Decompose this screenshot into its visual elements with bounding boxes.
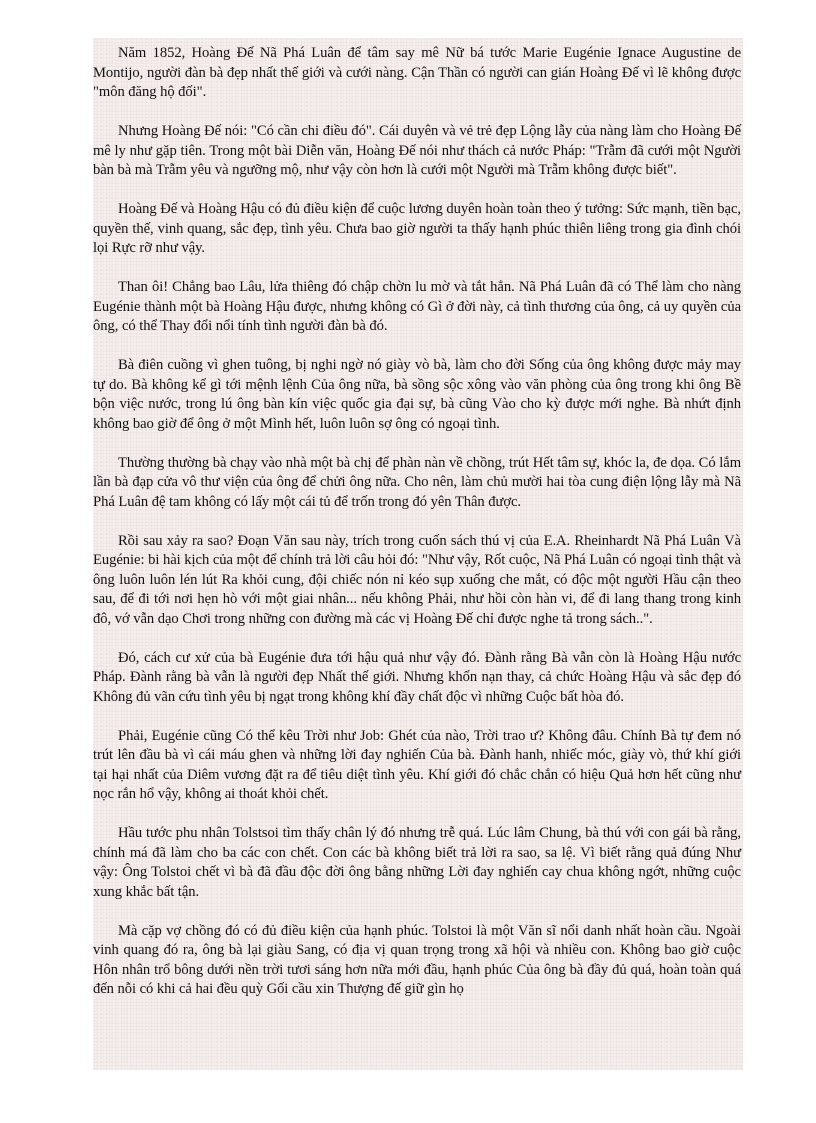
paragraph-6: Thường thường bà chạy vào nhà một bà chị để phàn nàn về chồng, trút Hết tâm sự, khóc la, đe dọa. Có lắm lần bà đạp cửa vô thư viện của ông để chửi ông nữa. Cho nên, làm chủ mười hai tòa cung điện lộng lẫy mà Nã Phá Luân đệ tam không có lấy một cái tủ để trốn trong đó yên Thân được. [93,454,741,510]
paragraph-8: Đó, cách cư xử của bà Eugénie đưa tới hậu quả như vậy đó. Đành rằng Bà vẫn còn là Hoàng Hậu nước Pháp. Đành rằng bà vẫn là người đẹp Nhất thế giới. Nhưng khốn nạn thay, cả chức Hoàng Hậu và sắc đẹp đó Không đủ vãn cứu tình yêu bị ngạt trong không khí đầy chất độc vì những Cuộc bất hòa đó. [93,649,741,705]
paragraph-1: Năm 1852, Hoàng Đế Nã Phá Luân để tâm say mê Nữ bá tước Marie Eugénie Ignace Augustine de Montijo, người đàn bà đẹp nhất thế giới và cưới nàng. Cận Thần có người can gián Hoàng Đế vì lẽ không được "môn đăng hộ đối". [93,45,741,100]
paragraph-9: Phải, Eugénie cũng Có thể kêu Trời như Job: Ghét của nào, Trời trao ư? Không đâu. Chính Bà tự đem nó trút lên đầu bà vì cái máu ghen và những lời đay nghiến Của bà. Đành hanh, nhiếc móc, giày vò, thứ khí giới tại hại nhất của Diêm vương đặt ra để tiêu diệt tình yêu. Khí giới đó chắc chắn có hiệu Quả hơn hết cũng như nọc rắn hổ vậy, không ai thoát khỏi chết. [93,727,741,802]
paragraph-10: Hầu tước phu nhân Tolstsoi tìm thấy chân lý đó nhưng trễ quá. Lúc lâm Chung, bà thú với con gái bà rằng, chính má đã làm cho ba các con chết. Con các bà không biết trả lời ra sao, sa lệ. Vì biết rằng quả đúng Như vậy: Ông Tolstoi chết vì bà đã đầu độc đời ông bằng những Lời đay nghiến cay chua không ngớt, những cuộc xung khắc bất tận. [93,825,741,900]
paragraph-3: Hoàng Đế và Hoàng Hậu có đủ điều kiện để cuộc lương duyên hoàn toàn theo ý tưởng: Sức mạnh, tiền bạc, quyền thế, vinh quang, sắc đẹp, tình yêu. Chưa bao giờ người ta thấy hạnh phúc thiên liêng trong gia đình chói lọi Rực rỡ như vậy. [93,201,741,256]
paragraph-5: Bà điên cuồng vì ghen tuông, bị nghi ngờ nó giày vò bà, làm cho đời Sống của ông không được mảy may tự do. Bà không kể gì tới mệnh lệnh Của ông nữa, bà sồng sộc xông vào văn phòng của ông trong khi ông Bề bộn việc nước, trong lú ông bàn kín việc quốc gia đại sự, bà cũng Vào cho kỳ được mới nghe. Bà nhứt định không bao giờ để ông ở một Mình hết, luôn luôn sợ ông có ngoại tình. [93,357,741,432]
document-body [93,44,741,1019]
paragraph-11: Mà cặp vợ chồng đó có đủ điều kiện của hạnh phúc. Tolstoi là một Văn sĩ nổi danh nhất hoàn cầu. Ngoài vinh quang đó ra, ông bà lại giàu Sang, có địa vị quan trọng trong xã hội và nhiều con. Không bao giờ cuộc Hôn nhân trổ bông dưới nền trời tươi sáng hơn nữa mới đầu, hạnh phúc Của ông bà đầy đủ quá, hoàn toàn quá đến nỗi có khi cả hai đều quỳ Gối cầu xin Thượng đế giữ gìn họ [93,922,741,997]
paragraph-7: Rồi sau xảy ra sao? Đoạn Văn sau này, trích trong cuốn sách thú vị của E.A. Rheinhardt Nã Phá Luân Và Eugénie: bi hài kịch của một để chính trả lời câu hỏi đó: "Như vậy, Rốt cuộc, Nã Phá Luân có ngoại tình thật và ông luôn luôn lén lút Ra khỏi cung, đội chiếc nón nỉ kéo sụp xuống che mắt, có độc một người Hầu cận theo sau, để đi tới nơi hẹn hò với một giai nhân... nếu không Phải, như hồi còn hàn vi, để đi lang thang trong kinh đô, vớ vẫn dạo Chơi trong những con đường mà các vị Hoàng Đế chỉ được nghe tả trong sách..". [93,532,741,627]
paragraph-4: Than ôi! Chẳng bao Lâu, lửa thiêng đó chập chờn lu mờ và tắt hẳn. Nã Phá Luân đã có Thể làm cho nàng Eugénie thành một bà Hoàng Hậu được, nhưng không có Gì ở đời này, cả tình thương của ông, cả uy quyền của ông, có thể Thay đổi nổi tính tình người đàn bà đó. [93,279,741,334]
paragraph-2: Nhưng Hoàng Đế nói: "Có cần chi điều đó". Cái duyên và vẻ trẻ đẹp Lộng lẫy của nàng làm cho Hoàng Đế mê ly như gặp tiên. Trong một bài Diễn văn, Hoàng Đế nói như thách cả nước Pháp: "Trẫm đã cưới một Người bàn bà mà Trẫm yêu và ngưỡng mộ, như vậy còn hơn là cưới một Người mà Trẫm không được biết". [93,123,741,178]
page-sheet [93,38,743,1070]
